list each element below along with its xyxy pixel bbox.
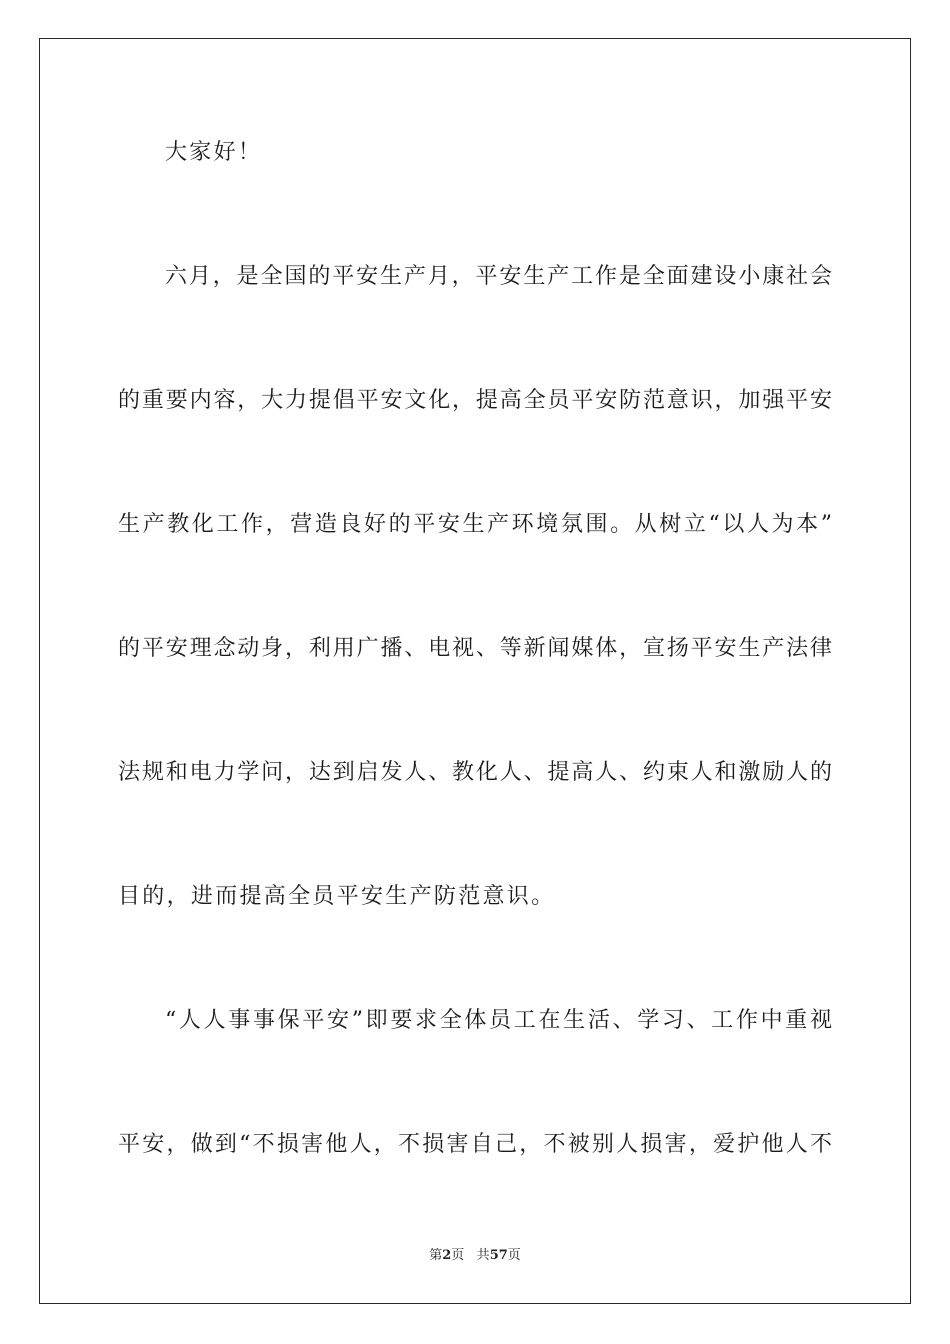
total-prefix: 共 [476, 1248, 490, 1263]
total-pages: 57 [489, 1248, 508, 1263]
paragraph-1-line-3: 生产教化工作，营造良好的平安生产环境氛围。从树立“以人为本” [118, 512, 832, 537]
page-prefix: 第 [429, 1248, 443, 1263]
paragraph-1-line-6: 目的，进而提高全员平安生产防范意识。 [118, 884, 556, 909]
total-suffix: 页 [507, 1248, 521, 1263]
greeting-line: 大家好！ [165, 140, 263, 165]
page-footer [0, 1248, 950, 1264]
page-border [39, 38, 911, 1304]
paragraph-1-line-4: 的平安理念动身，利用广播、电视、等新闻媒体，宣扬平安生产法律 [118, 636, 832, 661]
page-suffix: 页 [451, 1248, 465, 1263]
paragraph-2-line-2: 平安，做到“不损害他人，不损害自己，不被别人损害，爱护他人不 [118, 1132, 832, 1157]
paragraph-1-line-2: 的重要内容，大力提倡平安文化，提高全员平安防范意识，加强平安 [118, 388, 832, 413]
paragraph-1-line-1: 六月，是全国的平安生产月，平安生产工作是全面建设小康社会 [165, 264, 832, 289]
paragraph-2-line-1: “人人事事保平安”即要求全体员工在生活、学习、工作中重视 [165, 1008, 832, 1033]
page-number: 2 [442, 1248, 452, 1263]
paragraph-1-line-5: 法规和电力学问，达到启发人、教化人、提高人、约束人和激励人的 [118, 760, 832, 785]
